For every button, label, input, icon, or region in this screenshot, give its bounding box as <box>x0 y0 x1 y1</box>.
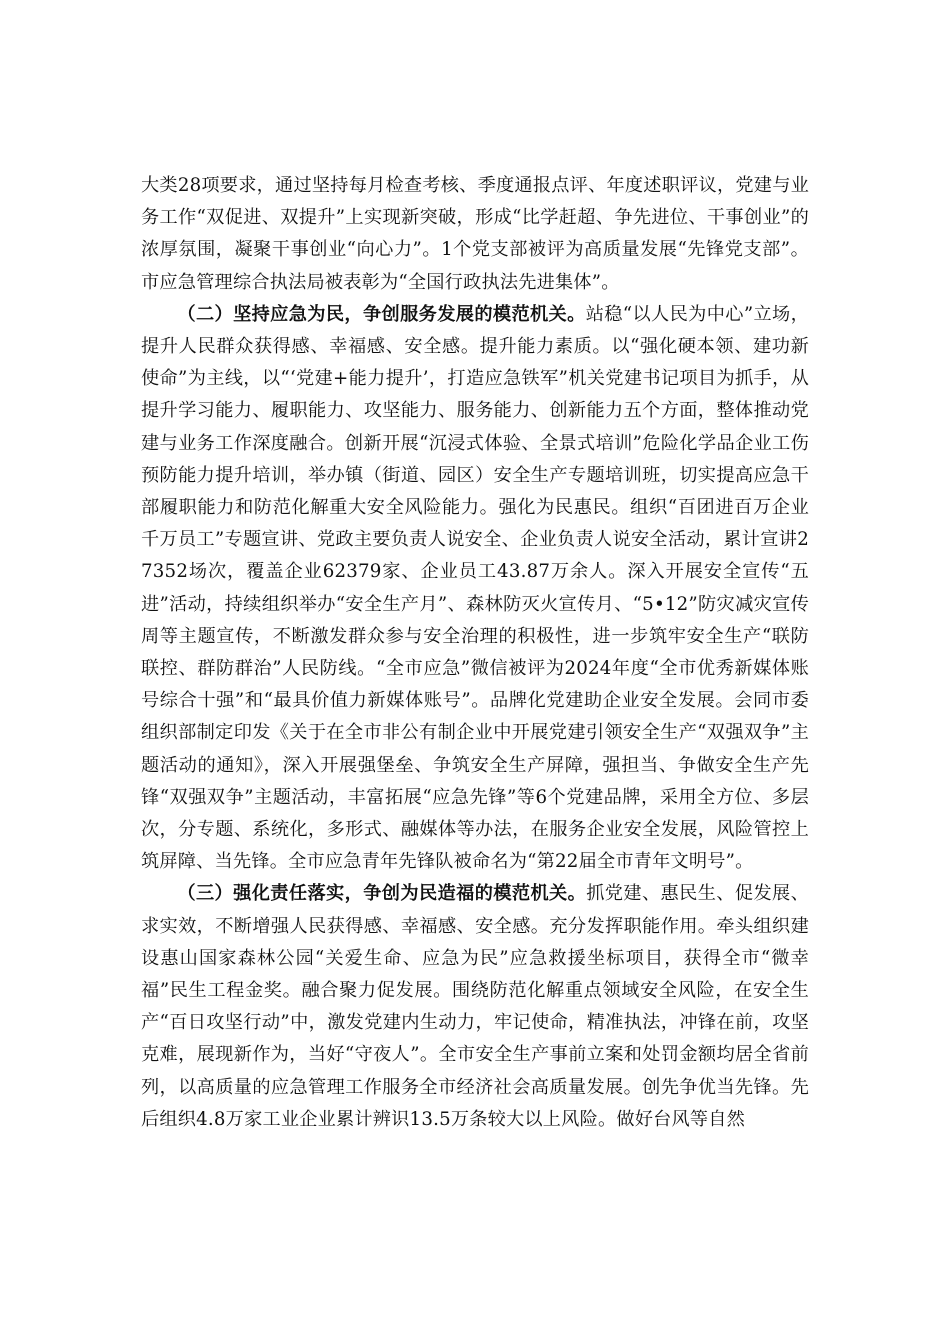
paragraph-2-text: 站稳“以人民为中心”立场，提升人民群众获得感、幸福感、安全感。提升能力素质。以“强化硬本领、建功新使命”为主线，以“‘党建+能力提升’，打造应急铁军”机关党建书记项目为抓手，从提升学习能力、履职能力、攻坚能力、服务能力、创新能力五个方面，整体推动党建与业务工作深度融合。创新开展“沉浸式体验、全景式培训”危险化学品企业工伤预防能力提升培训，举办镇（街道、园区）安全生产专题培训班，切实提高应急干部履职能力和防范化解重大安全风险能力。强化为民惠民。组织“百团进百万企业千万员工”专题宣讲、党政主要负责人说安全、企业负责人说安全活动，累计宣讲27352场次，覆盖企业62379家、企业员工43.87万余人。深入开展安全宣传“五进”活动，持续组织举办“安全生产月”、森林防灭火宣传月、“5•12”防灾减灾宣传周等主题宣传，不断激发群众参与安全治理的积极性，进一步筑牢安全生产“联防联控、群防群治”人民防线。“全市应急”微信被评为2024年度“全市优秀新媒体账号综合十强”和“最具价值力新媒体账号”。品牌化党建助企业安全发展。会同市委组织部制定印发《关于在全市非公有制企业中开展党建引领安全生产“双强双争”主题活动的通知》，深入开展强堡垒、争筑安全生产屏障，强担当、争做安全生产先锋“双强双争”主题活动，丰富拓展“应急先锋”等6个党建品牌，采用全方位、多层次，分专题、系统化，多形式、融媒体等办法，在服务企业安全发展，风险管控上筑屏障、当先锋。全市应急青年先锋队被命名为“第22届全市青年文明号”。 <box>141 303 809 873</box>
section-heading-2: （二）坚持应急为民，争创服务发展的模范机关。 <box>177 303 586 325</box>
paragraph-2 <box>141 299 809 879</box>
paragraph-1-text: 大类28项要求，通过坚持每月检查考核、季度通报点评、年度述职评议，党建与业务工作“双促进、双提升”上实现新突破，形成“比学赶超、争先进位、干事创业”的浓厚氛围，凝聚干事创业“向心力”。1个党支部被评为高质量发展“先锋党支部”。市应急管理综合执法局被表彰为“全国行政执法先进集体”。 <box>141 175 809 293</box>
section-heading-3: （三）强化责任落实，争创为民造福的模范机关。 <box>177 883 587 905</box>
paragraph-1 <box>141 170 809 299</box>
paragraph-3 <box>141 878 809 1136</box>
document-body <box>141 170 809 1136</box>
paragraph-3-text: 抓党建、惠民生、促发展、求实效，不断增强人民获得感、幸福感、安全感。充分发挥职能作用。牵头组织建设惠山国家森林公园“关爱生命、应急为民”应急救援坐标项目，获得全市“微幸福”民生工程金奖。融合聚力促发展。围绕防范化解重点领域安全风险，在安全生产“百日攻坚行动”中，激发党建内生动力，牢记使命，精准执法，冲锋在前，攻坚克难，展现新作为，当好“守夜人”。全市安全生产事前立案和处罚金额均居全省前列，以高质量的应急管理工作服务全市经济社会高质量发展。创先争优当先锋。先后组织4.8万家工业企业累计辨识13.5万条较大以上风险。做好台风等自然 <box>141 883 809 1130</box>
